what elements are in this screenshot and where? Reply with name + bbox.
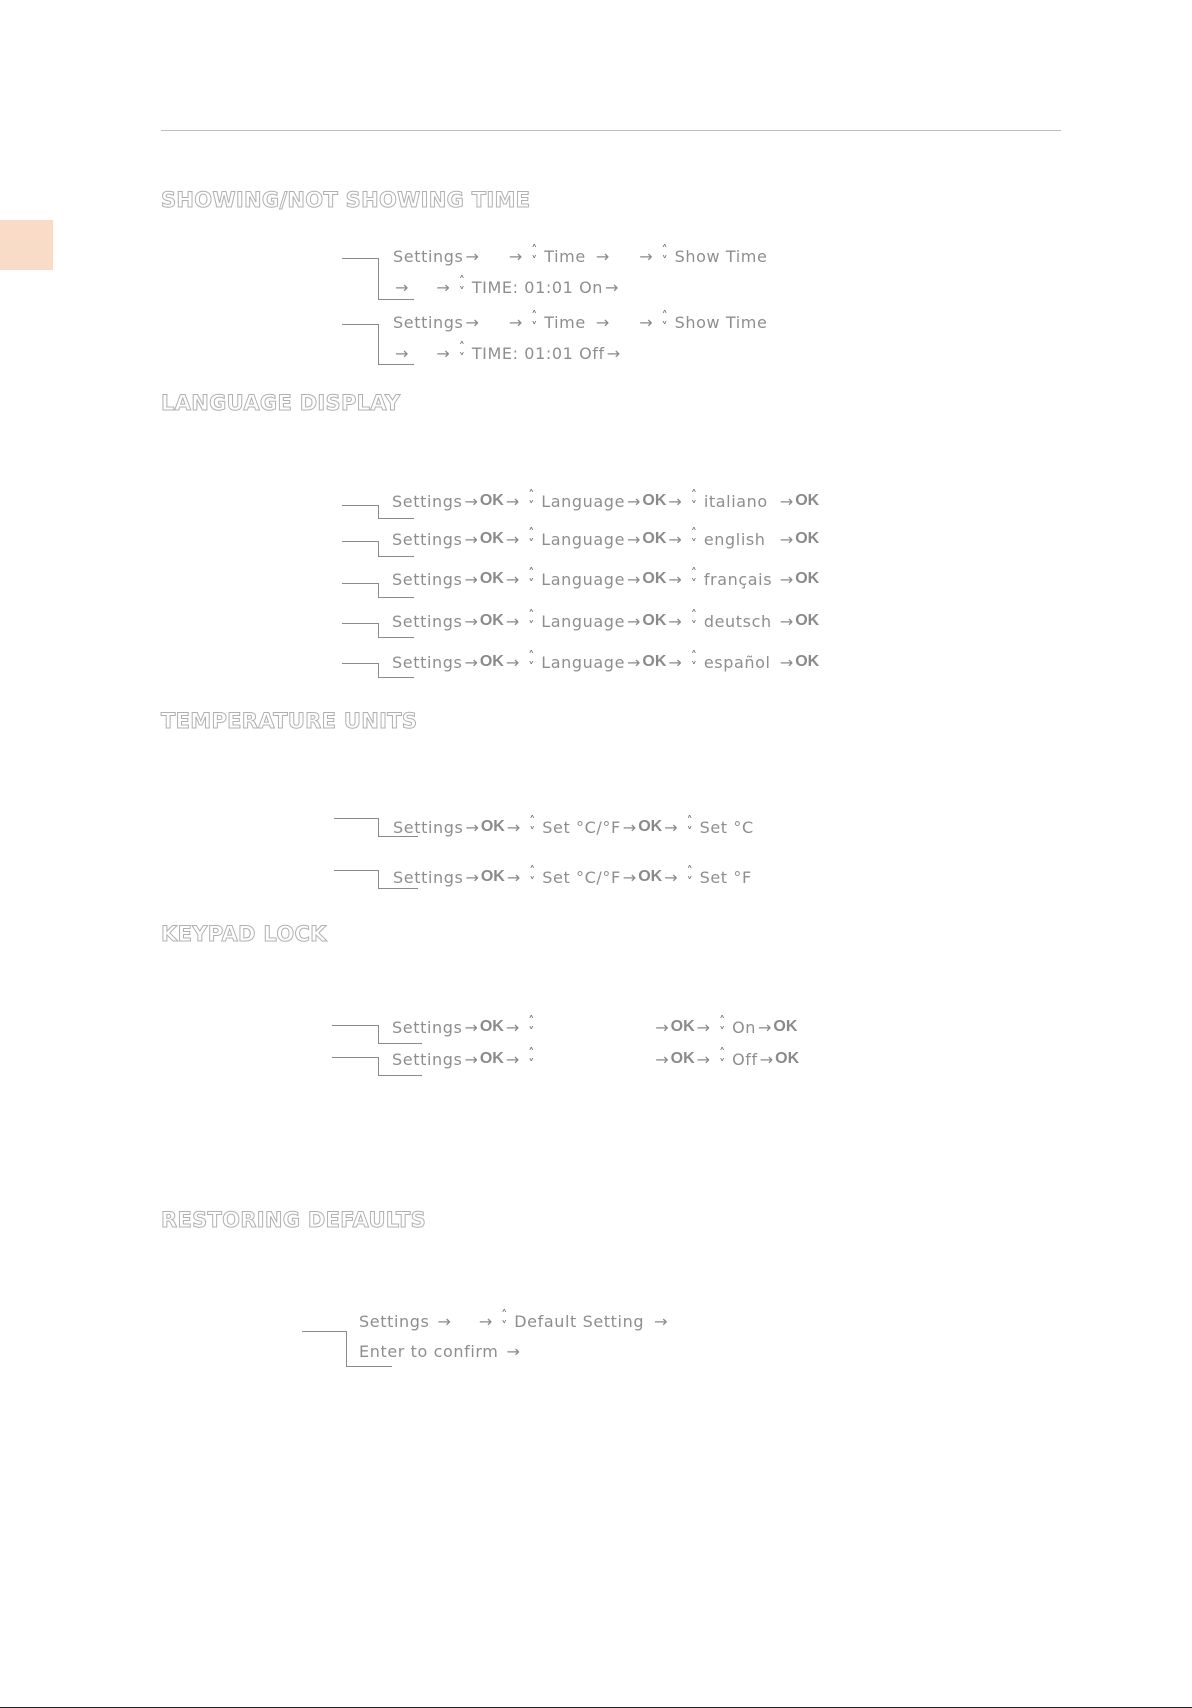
language-option: deutsch	[703, 611, 772, 631]
section-title-temperature: TEMPERATURE UNITS	[161, 709, 418, 733]
ok-key-label: OK	[773, 1018, 798, 1035]
arrow-icon: →	[465, 246, 479, 266]
up-down-icon: ˄ ˅	[690, 488, 697, 513]
arrow-icon: →	[627, 529, 641, 549]
bracket-line	[378, 518, 414, 519]
arrow-icon: →	[627, 491, 641, 511]
language-menu-label: Language	[541, 491, 626, 511]
up-down-icon: ˄ ˅	[458, 340, 465, 365]
arrow-icon: →	[505, 1049, 520, 1069]
bracket-line	[342, 324, 378, 325]
arrow-icon: →	[437, 1311, 451, 1331]
arrow-icon: →	[668, 611, 682, 631]
arrow-icon: →	[478, 1311, 493, 1331]
language-row-english	[392, 524, 819, 554]
language-row-deutsch	[392, 606, 819, 636]
up-down-icon: ˄ ˅	[686, 814, 693, 839]
arrow-icon: →	[464, 652, 478, 672]
bracket-line	[378, 1025, 379, 1043]
bracket-line	[378, 637, 414, 638]
arrow-icon: →	[622, 817, 637, 837]
temperature-option: Set °F	[699, 867, 752, 887]
arrow-icon: →	[436, 343, 450, 363]
settings-label: Settings	[393, 817, 464, 837]
time-off-row-2	[393, 338, 622, 368]
settings-label: Settings	[392, 1049, 463, 1069]
up-down-icon: ˄ ˅	[528, 1046, 535, 1071]
ok-key-label: OK	[795, 492, 820, 509]
up-down-icon: ˄ ˅	[458, 274, 465, 299]
arrow-icon: →	[779, 529, 794, 549]
enter-to-confirm-label: Enter to confirm	[359, 1341, 499, 1361]
ok-key-label: OK	[775, 1050, 800, 1067]
settings-label: Settings	[392, 529, 463, 549]
arrow-icon: →	[395, 277, 409, 297]
arrow-icon: →	[464, 569, 478, 589]
up-down-icon: ˄ ˅	[690, 566, 697, 591]
arrow-icon: →	[506, 867, 521, 887]
bracket-line	[342, 663, 378, 664]
arrow-icon: →	[668, 569, 682, 589]
arrow-icon: →	[627, 652, 641, 672]
up-down-icon: ˄ ˅	[661, 309, 668, 334]
language-menu-label: Language	[541, 569, 626, 589]
ok-key-label: OK	[479, 612, 504, 629]
temperature-menu-label: Set °C/°F	[542, 867, 621, 887]
ok-key-label: OK	[642, 653, 667, 670]
up-down-icon: ˄ ˅	[719, 1046, 726, 1071]
arrow-icon: →	[464, 1017, 478, 1037]
ok-key-label: OK	[480, 868, 505, 885]
arrow-icon: →	[696, 1017, 711, 1037]
up-down-icon: ˄ ˅	[531, 243, 538, 268]
up-down-icon: ˄ ˅	[531, 309, 538, 334]
settings-label: Settings	[392, 491, 463, 511]
arrow-icon: →	[506, 1341, 520, 1361]
section-title-time: SHOWING/NOT SHOWING TIME	[161, 188, 531, 212]
settings-label: Settings	[392, 652, 463, 672]
bracket-line	[342, 583, 378, 584]
arrow-icon: →	[668, 529, 682, 549]
arrow-icon: →	[465, 817, 479, 837]
arrow-icon: →	[779, 652, 794, 672]
show-time-label: Show Time	[674, 246, 768, 266]
arrow-icon: →	[758, 1017, 772, 1037]
ok-key-label: OK	[638, 868, 663, 885]
arrow-icon: →	[464, 491, 478, 511]
up-down-icon: ˄ ˅	[686, 864, 693, 889]
arrow-icon: →	[505, 491, 520, 511]
arrow-icon: →	[595, 246, 610, 266]
settings-label: Settings	[393, 246, 464, 266]
language-option: english	[703, 529, 766, 549]
section-title-language: LANGUAGE DISPLAY	[161, 391, 401, 415]
up-down-icon: ˄ ˅	[690, 649, 697, 674]
up-down-icon: ˄ ˅	[690, 526, 697, 551]
up-down-icon: ˄ ˅	[501, 1308, 508, 1333]
arrow-icon: →	[664, 867, 678, 887]
settings-label: Settings	[392, 569, 463, 589]
bracket-line	[342, 623, 378, 624]
up-down-icon: ˄ ˅	[529, 814, 536, 839]
language-menu-label: Language	[541, 611, 626, 631]
settings-label: Settings	[392, 1017, 463, 1037]
bracket-line	[378, 663, 379, 677]
defaults-row-1	[359, 1306, 670, 1336]
bracket-line	[346, 1331, 347, 1366]
up-down-icon: ˄ ˅	[528, 566, 535, 591]
arrow-icon: →	[779, 569, 794, 589]
up-down-icon: ˄ ˅	[661, 243, 668, 268]
keypad-row-on	[392, 1012, 797, 1042]
settings-label: Settings	[392, 611, 463, 631]
bracket-line	[342, 505, 378, 506]
defaults-row-2	[359, 1336, 522, 1366]
ok-key-label: OK	[479, 530, 504, 547]
time-off-row-1	[393, 307, 767, 337]
up-down-icon: ˄ ˅	[719, 1014, 726, 1039]
bracket-line	[378, 583, 379, 597]
side-tab-marker	[0, 220, 53, 270]
arrow-icon: →	[627, 611, 641, 631]
keypad-option: On	[732, 1017, 756, 1037]
up-down-icon: ˄ ˅	[528, 649, 535, 674]
arrow-icon: →	[505, 652, 520, 672]
arrow-icon: →	[655, 1049, 669, 1069]
arrow-icon: →	[655, 1017, 669, 1037]
bracket-line	[378, 541, 379, 556]
arrow-icon: →	[505, 569, 520, 589]
time-on-value: TIME: 01:01 On	[471, 277, 604, 297]
language-row-italiano	[392, 486, 819, 516]
arrow-icon: →	[639, 312, 653, 332]
settings-label: Settings	[393, 867, 464, 887]
time-off-value: TIME: 01:01 Off	[471, 343, 605, 363]
bracket-line	[342, 258, 378, 259]
temperature-menu-label: Set °C/°F	[542, 817, 621, 837]
language-row-francais	[392, 564, 819, 594]
bracket-line	[378, 324, 379, 364]
ok-key-label: OK	[670, 1018, 695, 1035]
arrow-icon: →	[465, 312, 479, 332]
ok-key-label: OK	[479, 570, 504, 587]
bracket-line	[332, 1025, 378, 1026]
section-title-keypad: KEYPAD LOCK	[161, 922, 327, 946]
ok-key-label: OK	[670, 1050, 695, 1067]
arrow-icon: →	[506, 817, 521, 837]
bracket-line	[342, 541, 378, 542]
keypad-option: Off	[732, 1049, 758, 1069]
bracket-line	[378, 623, 379, 637]
ok-key-label: OK	[795, 612, 820, 629]
ok-key-label: OK	[479, 1050, 504, 1067]
header-rule	[161, 130, 1061, 131]
language-menu-label: Language	[541, 652, 626, 672]
arrow-icon: →	[595, 312, 610, 332]
arrow-icon: →	[605, 277, 619, 297]
language-option: français	[703, 569, 773, 589]
arrow-icon: →	[779, 611, 794, 631]
arrow-icon: →	[436, 277, 450, 297]
arrow-icon: →	[465, 867, 479, 887]
ok-key-label: OK	[479, 653, 504, 670]
ok-key-label: OK	[642, 492, 667, 509]
bracket-line	[378, 597, 414, 598]
bracket-line	[378, 556, 414, 557]
bracket-line	[332, 1057, 378, 1058]
time-menu-label: Time	[544, 312, 586, 332]
up-down-icon: ˄ ˅	[528, 608, 535, 633]
bracket-line	[378, 870, 379, 888]
ok-key-label: OK	[479, 1018, 504, 1035]
language-menu-label: Language	[541, 529, 626, 549]
arrow-icon: →	[627, 569, 641, 589]
bracket-line	[334, 870, 378, 871]
ok-key-label: OK	[480, 818, 505, 835]
bracket-line	[334, 818, 378, 819]
ok-key-label: OK	[795, 570, 820, 587]
arrow-icon: →	[759, 1049, 774, 1069]
arrow-icon: →	[696, 1049, 711, 1069]
bracket-line	[346, 1366, 392, 1367]
bracket-line	[302, 1331, 346, 1332]
temperature-option: Set °C	[699, 817, 754, 837]
arrow-icon: →	[622, 867, 637, 887]
arrow-icon: →	[395, 343, 409, 363]
arrow-icon: →	[464, 611, 478, 631]
arrow-icon: →	[508, 246, 523, 266]
arrow-icon: →	[668, 652, 682, 672]
section-title-defaults: RESTORING DEFAULTS	[161, 1208, 427, 1232]
ok-key-label: OK	[795, 653, 820, 670]
settings-label: Settings	[359, 1311, 430, 1331]
bracket-line	[378, 1075, 422, 1076]
arrow-icon: →	[654, 1311, 668, 1331]
arrow-icon: →	[508, 312, 523, 332]
bracket-line	[378, 258, 379, 299]
arrow-icon: →	[464, 529, 478, 549]
arrow-icon: →	[606, 343, 621, 363]
arrow-icon: →	[505, 1017, 520, 1037]
time-on-row-2	[393, 272, 620, 302]
ok-key-label: OK	[642, 530, 667, 547]
arrow-icon: →	[779, 491, 794, 511]
ok-key-label: OK	[642, 612, 667, 629]
temperature-row-celsius	[393, 812, 754, 842]
default-setting-label: Default Setting	[514, 1311, 645, 1331]
up-down-icon: ˄ ˅	[529, 864, 536, 889]
arrow-icon: →	[505, 611, 520, 631]
ok-key-label: OK	[642, 570, 667, 587]
arrow-icon: →	[664, 817, 678, 837]
bracket-line	[378, 505, 379, 518]
language-option: italiano	[703, 491, 768, 511]
ok-key-label: OK	[638, 818, 663, 835]
keypad-row-off	[392, 1044, 799, 1074]
arrow-icon: →	[668, 491, 682, 511]
time-menu-label: Time	[544, 246, 586, 266]
time-on-row-1	[393, 241, 767, 271]
temperature-row-fahrenheit	[393, 862, 752, 892]
up-down-icon: ˄ ˅	[528, 526, 535, 551]
arrow-icon: →	[505, 529, 520, 549]
language-row-espanol	[392, 647, 819, 677]
ok-key-label: OK	[795, 530, 820, 547]
up-down-icon: ˄ ˅	[690, 608, 697, 633]
arrow-icon: →	[639, 246, 653, 266]
language-option: español	[703, 652, 771, 672]
bracket-line	[378, 1057, 379, 1075]
bracket-line	[378, 677, 414, 678]
up-down-icon: ˄ ˅	[528, 488, 535, 513]
ok-key-label: OK	[479, 492, 504, 509]
up-down-icon: ˄ ˅	[528, 1014, 535, 1039]
arrow-icon: →	[464, 1049, 478, 1069]
show-time-label: Show Time	[674, 312, 768, 332]
bracket-line	[378, 818, 379, 836]
settings-label: Settings	[393, 312, 464, 332]
